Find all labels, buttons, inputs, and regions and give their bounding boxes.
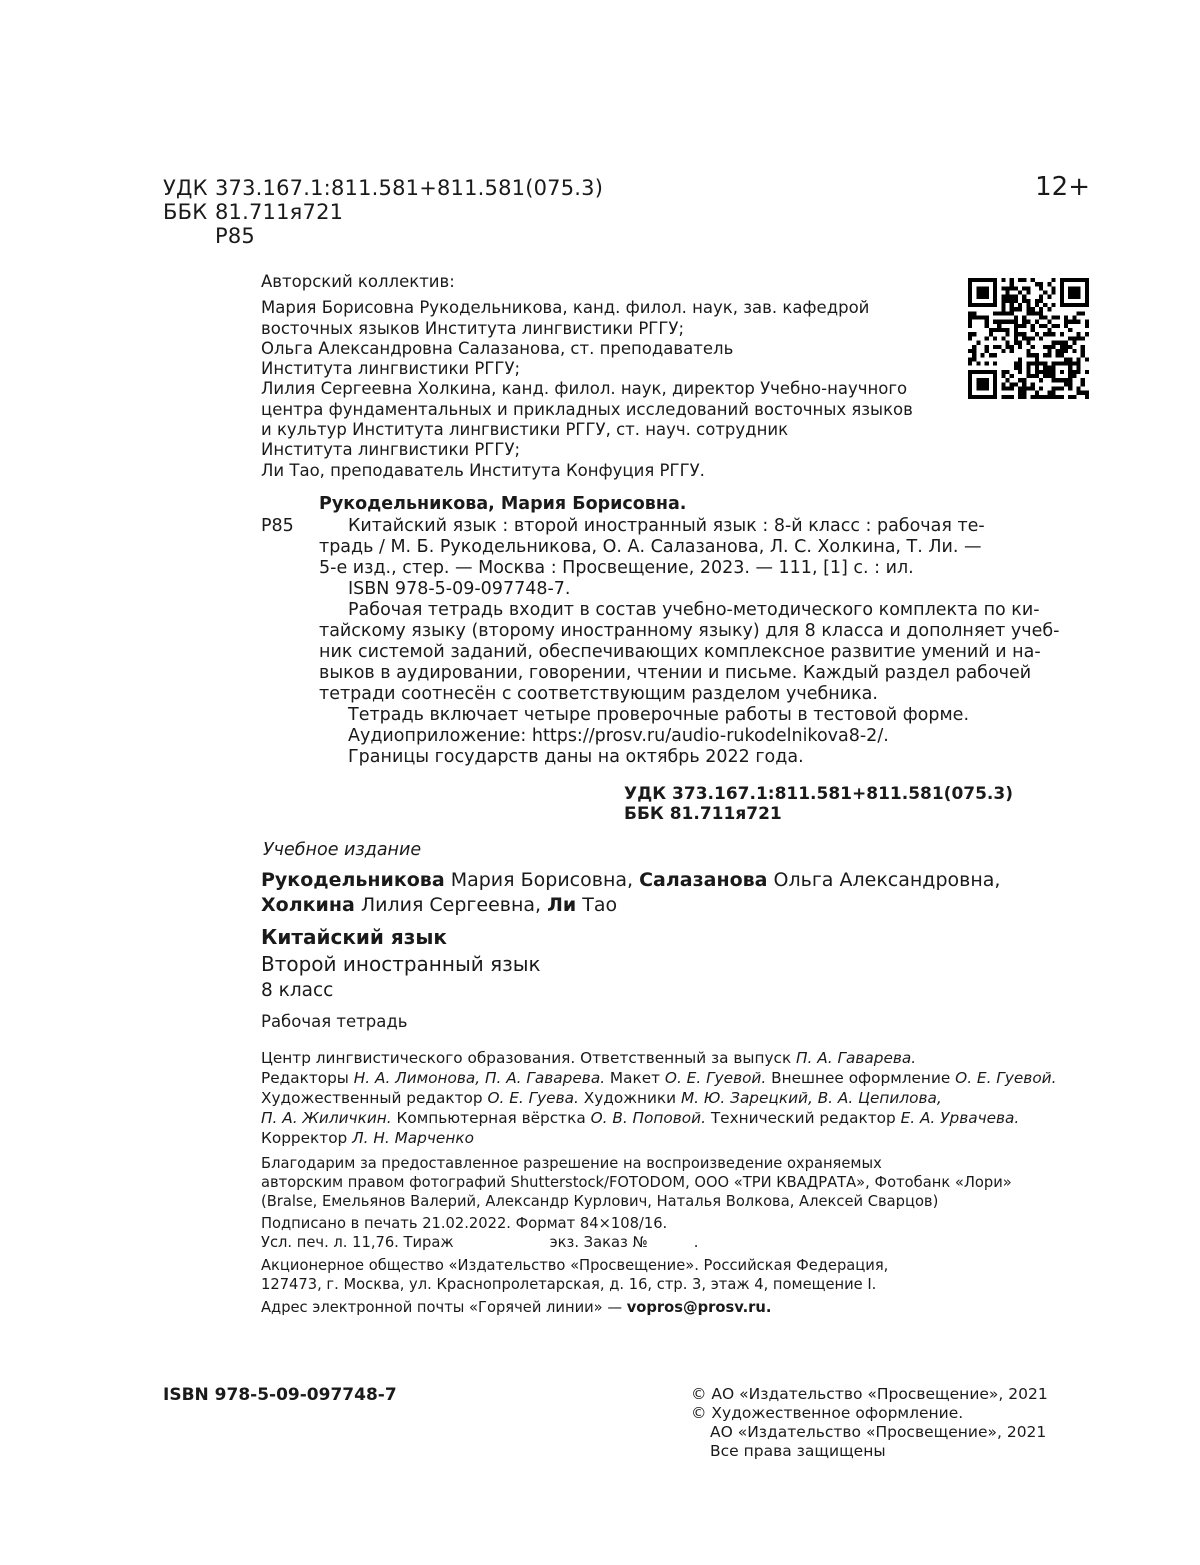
- author-line: восточных языков Института лингвистики РГГУ;: [261, 318, 685, 338]
- author-line: и культур Института лингвистики РГГУ, ст. науч. сотрудник: [261, 420, 789, 440]
- copyright-line: АО «Издательство «Просвещение», 2021: [710, 1423, 1047, 1441]
- author-surname: Рукодельникова: [261, 869, 445, 891]
- email-link[interactable]: vopros@prosv.ru.: [626, 1299, 772, 1316]
- bbk-label: ББК: [163, 200, 208, 224]
- biblio-mark: Р85: [261, 516, 294, 536]
- copyright-line: © Художественное оформление.: [691, 1404, 964, 1422]
- udk-header: [163, 176, 603, 248]
- book-subtitle: Второй иностранный язык: [261, 952, 541, 976]
- annotation-line: выков в аудировании, говорении, чтении и письме. Каждый раздел рабочей: [319, 663, 1032, 683]
- annotation-line: тетради соотнесён с соответствующим разделом учебника.: [319, 684, 878, 704]
- annotation-line: тайскому языку (второму иностранному языку) для 8 класса и дополняет учеб-: [319, 621, 1060, 641]
- credit-person: О. Е. Гуева.: [487, 1089, 579, 1107]
- email-label: Адрес электронной почты «Горячей линии» —: [261, 1299, 627, 1316]
- book-title: Китайский язык: [261, 925, 448, 949]
- author-name: Тао: [576, 894, 618, 916]
- main-author: Рукодельникова, Мария Борисовна.: [319, 494, 687, 514]
- desc-line: Китайский язык : второй иностранный язык : 8-й класс : рабочая те-: [348, 516, 985, 536]
- book-kind: Рабочая тетрадь: [261, 1012, 408, 1031]
- credit-text: Художественный редактор: [261, 1089, 488, 1107]
- desc-line: традь / М. Б. Рукодельникова, О. А. Салазанова, Л. С. Холкина, Т. Ли. —: [319, 537, 982, 557]
- udk-label: УДК: [163, 176, 208, 200]
- authors-heading: Авторский коллектив:: [261, 272, 455, 291]
- credit-person: П. А. Жиличкин.: [261, 1109, 392, 1127]
- author-name: Лилия Сергеевна,: [354, 894, 548, 916]
- author-name: Мария Борисовна,: [444, 869, 640, 891]
- author-mark: Р85: [215, 224, 255, 248]
- annotation-line: ник системой заданий, обеспечивающих комплексное развитие умений и на-: [319, 642, 1041, 662]
- credit-person: Е. А. Урвачева.: [900, 1109, 1020, 1127]
- credit-person: Л. Н. Марченко: [352, 1129, 474, 1147]
- author-line: Мария Борисовна Рукодельникова, канд. филол. наук, зав. кафедрой: [261, 298, 870, 318]
- isbn-bottom: ISBN 978-5-09-097748-7: [163, 1385, 397, 1405]
- credit-person: О. В. Поповой.: [590, 1109, 706, 1127]
- author-surname: Салазанова: [639, 869, 768, 891]
- qr-code[interactable]: [968, 278, 1089, 399]
- print-sheets: Усл. печ. л. 11,76. Тираж: [261, 1234, 454, 1251]
- author-name: Ольга Александровна,: [767, 869, 1001, 891]
- credit-text: Редакторы: [261, 1069, 354, 1087]
- author-line: Ли Тао, преподаватель Института Конфуция РГГУ.: [261, 460, 705, 480]
- extra-line: Тетрадь включает четыре проверочные работы в тестовой форме.: [348, 705, 970, 725]
- udk-bold: УДК 373.167.1:811.581+811.581(075.3): [624, 784, 1013, 804]
- credit-person: Н. А. Лимонова, П. А. Гаварева.: [353, 1069, 606, 1087]
- credit-text: Внешнее оформление: [766, 1069, 956, 1087]
- company-line: Акционерное общество «Издательство «Просвещение». Российская Федерация,: [261, 1257, 889, 1274]
- credit-person: П. А. Гаварева.: [796, 1049, 917, 1067]
- credit-text: Корректор: [261, 1129, 353, 1147]
- copyright-line: Все права защищены: [710, 1442, 886, 1460]
- desc-line: 5-е изд., стер. — Москва : Просвещение, 2023. — 111, [1] с. : ил.: [319, 558, 914, 578]
- authors-block: [261, 272, 941, 481]
- credit-text: Центр лингвистического образования. Ответственный за выпуск: [261, 1049, 797, 1067]
- credit-person: О. Е. Гуевой.: [664, 1069, 767, 1087]
- credit-text: Компьютерная вёрстка: [391, 1109, 591, 1127]
- credit-text: Художники: [578, 1089, 681, 1107]
- author-line: центра фундаментальных и прикладных исследований восточных языков: [261, 399, 913, 419]
- isbn-line: ISBN 978-5-09-097748-7.: [348, 579, 571, 599]
- company-line: 127473, г. Москва, ул. Краснопролетарская, д. 16, стр. 3, этаж 4, помещение I.: [261, 1276, 877, 1293]
- print-signed: Подписано в печать 21.02.2022. Формат 84×108/16.: [261, 1215, 668, 1232]
- copyright-block: [691, 1385, 1048, 1461]
- bibliographic-record: [261, 494, 1060, 768]
- thanks-line: (Bralse, Емельянов Валерий, Александр Курлович, Наталья Волкова, Алексей Сварцов): [261, 1193, 939, 1210]
- edition-type: Учебное издание: [263, 840, 422, 860]
- author-line: Лилия Сергеевна Холкина, канд. филол. наук, директор Учебно-научного: [261, 379, 908, 399]
- credit-text: Макет: [605, 1069, 665, 1087]
- audio-link[interactable]: Аудиоприложение: https://prosv.ru/audio-rukodelnikova8-2/.: [348, 726, 889, 746]
- extra-line: Границы государств даны на октябрь 2022 года.: [348, 747, 804, 767]
- company-info: [261, 1256, 888, 1294]
- book-grade: 8 класс: [261, 980, 334, 1001]
- udk-bbk-bold: [624, 784, 1013, 824]
- credits-block: [261, 1048, 1057, 1148]
- udk-value: 373.167.1:811.581+811.581(075.3): [215, 176, 604, 200]
- bbk-value: 81.711я721: [215, 200, 344, 224]
- print-copies: экз. Заказ №: [549, 1234, 648, 1251]
- author-line: Института лингвистики РГГУ;: [261, 440, 521, 460]
- copyright-line: © АО «Издательство «Просвещение», 2021: [691, 1385, 1048, 1403]
- print-dot: .: [693, 1234, 699, 1251]
- print-info: [261, 1214, 698, 1252]
- hotline-email: [261, 1298, 771, 1317]
- credit-person: М. Ю. Зарецкий, В. А. Цепилова,: [680, 1089, 942, 1107]
- thanks-line: авторским правом фотографий Shutterstock/FOTODOM, ООО «ТРИ КВАДРАТА», Фотобанк «Лори»: [261, 1174, 1012, 1191]
- author-line: Ольга Александровна Салазанова, ст. преподаватель: [261, 338, 734, 358]
- thanks-line: Благодарим за предоставленное разрешение на воспроизведение охраняемых: [261, 1155, 882, 1172]
- author-line: Института лингвистики РГГУ;: [261, 359, 521, 379]
- thanks-block: [261, 1154, 1012, 1211]
- author-surname: Ли: [547, 894, 577, 916]
- age-rating: 12+: [1035, 172, 1090, 202]
- authors-full-names: [261, 868, 1000, 918]
- credit-text: Технический редактор: [705, 1109, 901, 1127]
- annotation-line: Рабочая тетрадь входит в состав учебно-методического комплекта по ки-: [348, 600, 1040, 620]
- author-surname: Холкина: [261, 894, 355, 916]
- bbk-bold: ББК 81.711я721: [624, 804, 782, 824]
- credit-person: О. Е. Гуевой.: [955, 1069, 1057, 1087]
